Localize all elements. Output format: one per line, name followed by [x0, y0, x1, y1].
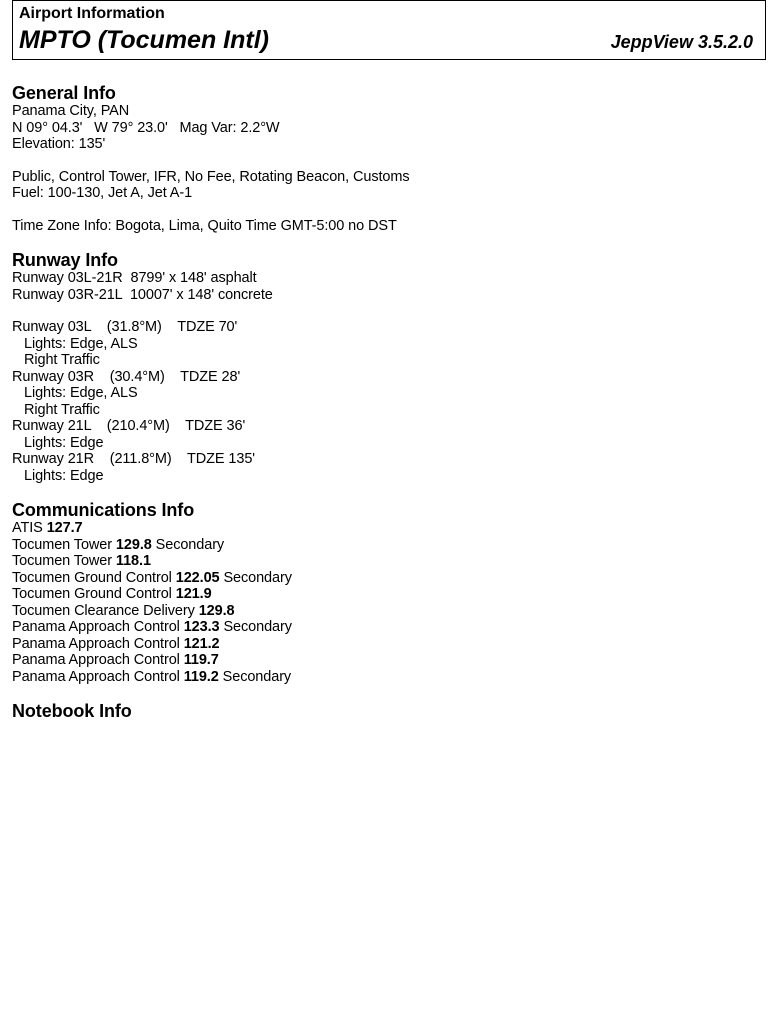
runway-detail-name: Runway 21L (210.4°M) TDZE 36' — [12, 418, 246, 434]
document-body — [12, 83, 752, 721]
app-version: JeppView 3.5.2.0 — [610, 32, 753, 52]
runway-detail-traffic: Right Traffic — [24, 352, 100, 368]
comm-frequency: 123.3 — [183, 619, 220, 635]
comm-note: Secondary — [222, 668, 292, 685]
comm-note: Secondary — [223, 569, 292, 586]
comm-frequency: 127.7 — [46, 520, 83, 536]
facilities-text: Public, Control Tower, IFR, No Fee, Rotating Beacon, Customs — [12, 168, 410, 185]
runway-detail-lights: Lights: Edge — [24, 467, 104, 484]
comm-name: Tocumen Ground Control — [12, 569, 172, 586]
comm-frequency: 121.9 — [175, 586, 212, 602]
comm-frequency: 121.2 — [183, 635, 220, 652]
comm-name: Panama Approach Control — [12, 635, 180, 652]
runway-detail-name: Runway 03R (30.4°M) TDZE 28' — [12, 368, 241, 385]
comm-frequency: 122.05 — [175, 569, 220, 586]
comm-name: Tocumen Tower — [12, 553, 112, 569]
elevation-text: Elevation: 135' — [12, 136, 106, 152]
comm-name: ATIS — [12, 520, 43, 536]
runway-info-heading: Runway Info — [12, 250, 118, 270]
coordinates-text: N 09° 04.3' W 79° 23.0' Mag Var: 2.2°W — [12, 119, 280, 136]
runway-detail-name: Runway 03L (31.8°M) TDZE 70' — [12, 319, 238, 335]
communications-list — [12, 520, 752, 685]
runway-summary: Runway 03L-21R 8799' x 148' asphalt — [12, 270, 257, 286]
comm-frequency: 129.8 — [115, 536, 152, 553]
runway-detail-lights: Lights: Edge, ALS — [24, 385, 138, 401]
comm-entry — [12, 652, 752, 669]
comm-frequency: 129.8 — [198, 602, 235, 619]
comm-entry — [12, 520, 752, 537]
comm-entry — [12, 619, 752, 636]
runway-detail-traffic: Right Traffic — [24, 401, 100, 418]
comm-name: Panama Approach Control — [12, 652, 180, 668]
comm-name: Tocumen Ground Control — [12, 586, 172, 602]
comm-entry — [12, 553, 752, 570]
runway-detail-lights: Lights: Edge, ALS — [24, 335, 138, 352]
comm-note: Secondary — [155, 536, 225, 553]
location-text: Panama City, PAN — [12, 103, 130, 119]
notebook-info-heading: Notebook Info — [12, 701, 132, 721]
comm-entry — [12, 636, 752, 653]
comm-name: Panama Approach Control — [12, 668, 180, 685]
communications-info-heading: Communications Info — [12, 500, 195, 520]
runway-summary: Runway 03R-21L 10007' x 148' concrete — [12, 286, 273, 303]
comm-entry — [12, 586, 752, 603]
comm-entry — [12, 570, 752, 587]
comm-entry — [12, 537, 752, 554]
runway-detail-name: Runway 21R (211.8°M) TDZE 135' — [12, 451, 255, 467]
document-header — [12, 0, 766, 60]
comm-note: Secondary — [223, 619, 292, 635]
comm-frequency: 119.2 — [183, 668, 219, 685]
comm-entry — [12, 603, 752, 620]
comm-entry — [12, 669, 752, 686]
comm-frequency: 119.7 — [183, 652, 219, 668]
comm-frequency: 118.1 — [115, 553, 151, 569]
runway-detail-lights: Lights: Edge — [24, 434, 104, 451]
timezone-text: Time Zone Info: Bogota, Lima, Quito Time GMT-5:00 no DST — [12, 217, 397, 234]
comm-name: Tocumen Tower — [12, 536, 112, 553]
general-info-heading: General Info — [12, 83, 116, 103]
header-label: Airport Information — [19, 5, 165, 22]
comm-name: Panama Approach Control — [12, 619, 180, 635]
fuel-text: Fuel: 100-130, Jet A, Jet A-1 — [12, 185, 193, 201]
airport-title: MPTO (Tocumen Intl) — [19, 26, 269, 54]
comm-name: Tocumen Clearance Delivery — [12, 602, 195, 619]
